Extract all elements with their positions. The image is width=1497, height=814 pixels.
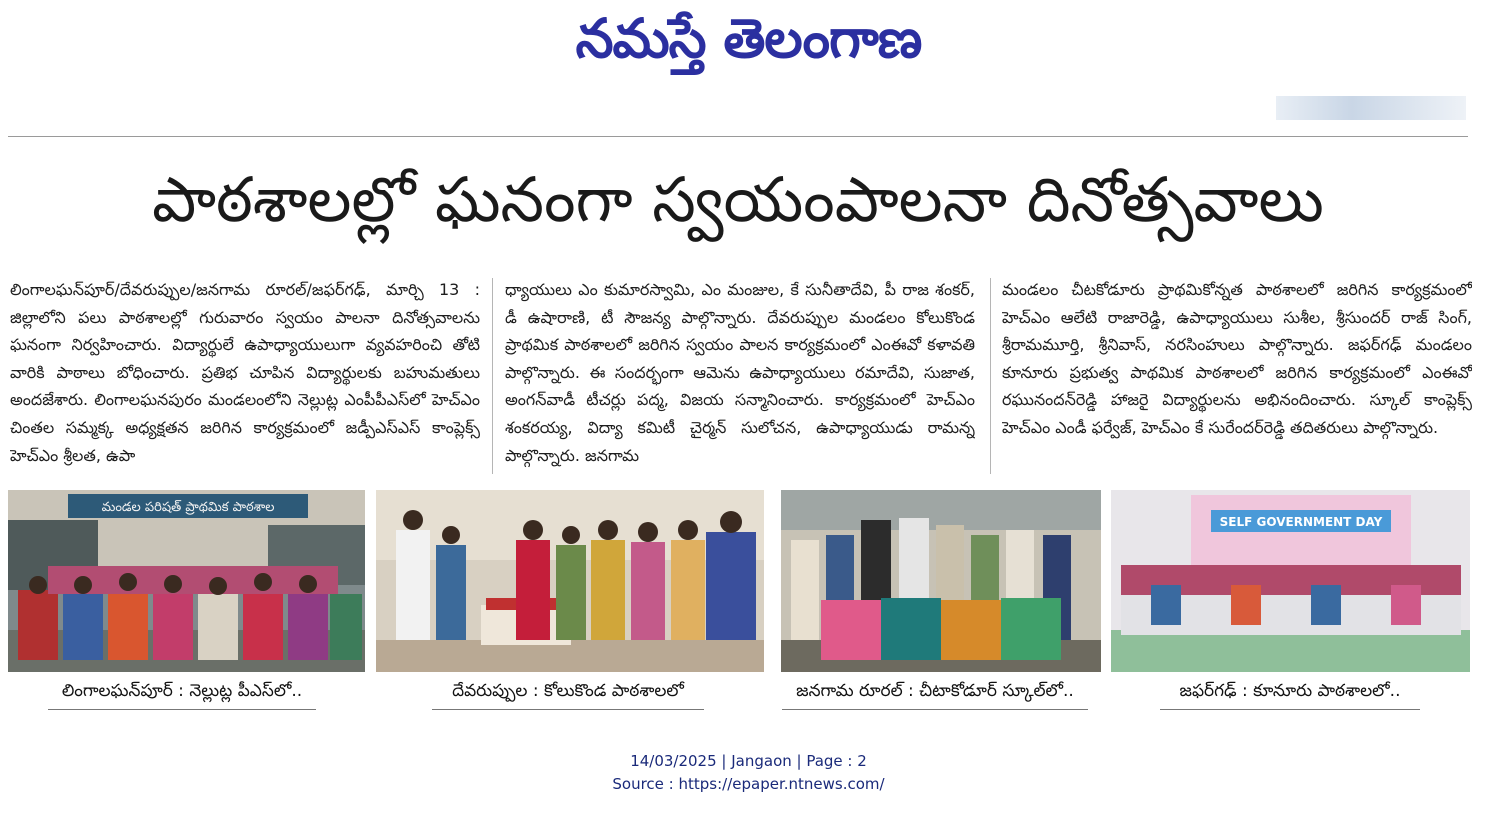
article-headline: పాఠశాలల్లో ఘనంగా స్వయంపాలనా దినోత్సవాలు bbox=[152, 163, 1324, 236]
footer-date-page: 14/03/2025 | Jangaon | Page : 2 bbox=[630, 752, 867, 770]
article-column-2 bbox=[505, 276, 975, 476]
school-sign-text: మండల పరిషత్ ప్రాథమిక పాఠశాల bbox=[101, 500, 275, 515]
article-column-1 bbox=[10, 276, 480, 476]
article-text: మండలం చీటకోడూరు ప్రాథమికోన్నత పాఠశాలలో జరిగిన కార్యక్రమంలో హెచ్‌ఎం ఆలేటి రాజారెడ్డి, ఉపాధ్యాయులు సుశీల, శ్రీసుందర్ రాజ్ సింగ్, శ్రీరామమూర్తి, శ్రీనివాస్, నరసింహులు పాల్గొన్నారు. జఫర్‌గఢ్ మండలం కూనూరు ప్రభుత్వ పాథమిక పాఠశాలలో జరిగిన కార్యక్రమంలో ఎంఈవో రఘునందన్‌రెడ్డి హాజరై విద్యార్థులను అభినందించారు. స్కూల్ కాంప్లెక్స్ హెచ్‌ఎం ఎండీ ఫర్వేజ్, హెచ్‌ఎం కే సురేందర్‌రెడ్డి తదితరులు పాల్గొన్నారు. bbox=[1002, 280, 1472, 437]
photo-lingalaghanpur bbox=[8, 490, 365, 672]
cropped-text-strip bbox=[30, 98, 1270, 112]
photo-caption: లింగాలఘన్‌పూర్ : నెల్లుట్ల పీఎస్‌లో.. bbox=[48, 679, 316, 710]
article-column-3 bbox=[1002, 276, 1472, 476]
column-divider bbox=[990, 278, 991, 474]
cropped-corner-photo bbox=[1276, 96, 1466, 120]
photo-janagama-rural bbox=[781, 490, 1101, 672]
newspaper-masthead: నమస్తే తెలంగాణ bbox=[575, 7, 922, 70]
column-divider bbox=[492, 278, 493, 474]
photo-jafargadh bbox=[1111, 490, 1470, 672]
photo-devaruppula bbox=[376, 490, 764, 672]
photo-caption: జనగామ రూరల్ : చీటాకోడూర్ స్కూల్‌లో.. bbox=[782, 679, 1088, 710]
article-text: ధ్యాయులు ఎం కుమారస్వామి, ఎం మంజుల, కే సునీతాదేవి, పీ రాజ శంకర్, డీ ఉషారాణి, టీ సౌజన్య పాల్గొన్నారు. దేవరుప్పుల మండలం కోలుకొండ ప్రాథమిక పాఠశాలలో జరిగిన స్వయం పాలన కార్యక్రమంలో ఎంఈవో కళావతి పాల్గొన్నారు. ఈ సందర్భంగా ఆమెను ఉపాధ్యాయులు రమాదేవి, సుజాత, అంగన్‌వాడీ టీచర్లు పద్మ, విజయ సన్మానించారు. కార్యక్రమంలో హెచ్‌ఎం శంకరయ్య, విద్యా కమిటీ చైర్మన్ సులోచన, ఉపాధ్యాయుడు రామన్న పాల్గొన్నారు. జనగామ bbox=[505, 280, 975, 465]
photo-caption: జఫర్‌గఢ్ : కూనూరు పాఠశాలలో.. bbox=[1160, 679, 1420, 710]
article-text: లింగాలఘన్‌పూర్/దేవరుప్పుల/జనగామ రూరల్/జఫర్‌గఢ్, మార్చి 13 : జిల్లాలోని పలు పాఠశాలల్లో గురువారం స్వయం పాలనా దినోత్సవాలను ఘనంగా నిర్వహించారు. విద్యార్థులే ఉపాధ్యాయులుగా వ్యవహరించి తోటి వారికి పాఠాలు బోధించారు. ప్రతిభ చూపిన విద్యార్థులకు బహుమతులు అందజేశారు. లింగాలఘనపురం మండలంలోని నెల్లుట్ల ఎంపీపీఎస్‌లో హెచ్‌ఎం చింతల సమ్మక్క అధ్యక్షతన జరిగిన కార్యక్రమంలో జడ్పీఎస్‌ఎస్ కాంప్లెక్స్ హెచ్‌ఎం శ్రీలత, ఉపా bbox=[10, 280, 480, 465]
photo-caption: దేవరుప్పుల : కోలుకొండ పాఠశాలలో bbox=[432, 679, 704, 710]
top-divider bbox=[8, 136, 1468, 137]
banner-text: SELF GOVERNMENT DAY bbox=[1219, 515, 1383, 529]
footer-source: Source : https://epaper.ntnews.com/ bbox=[612, 775, 885, 793]
